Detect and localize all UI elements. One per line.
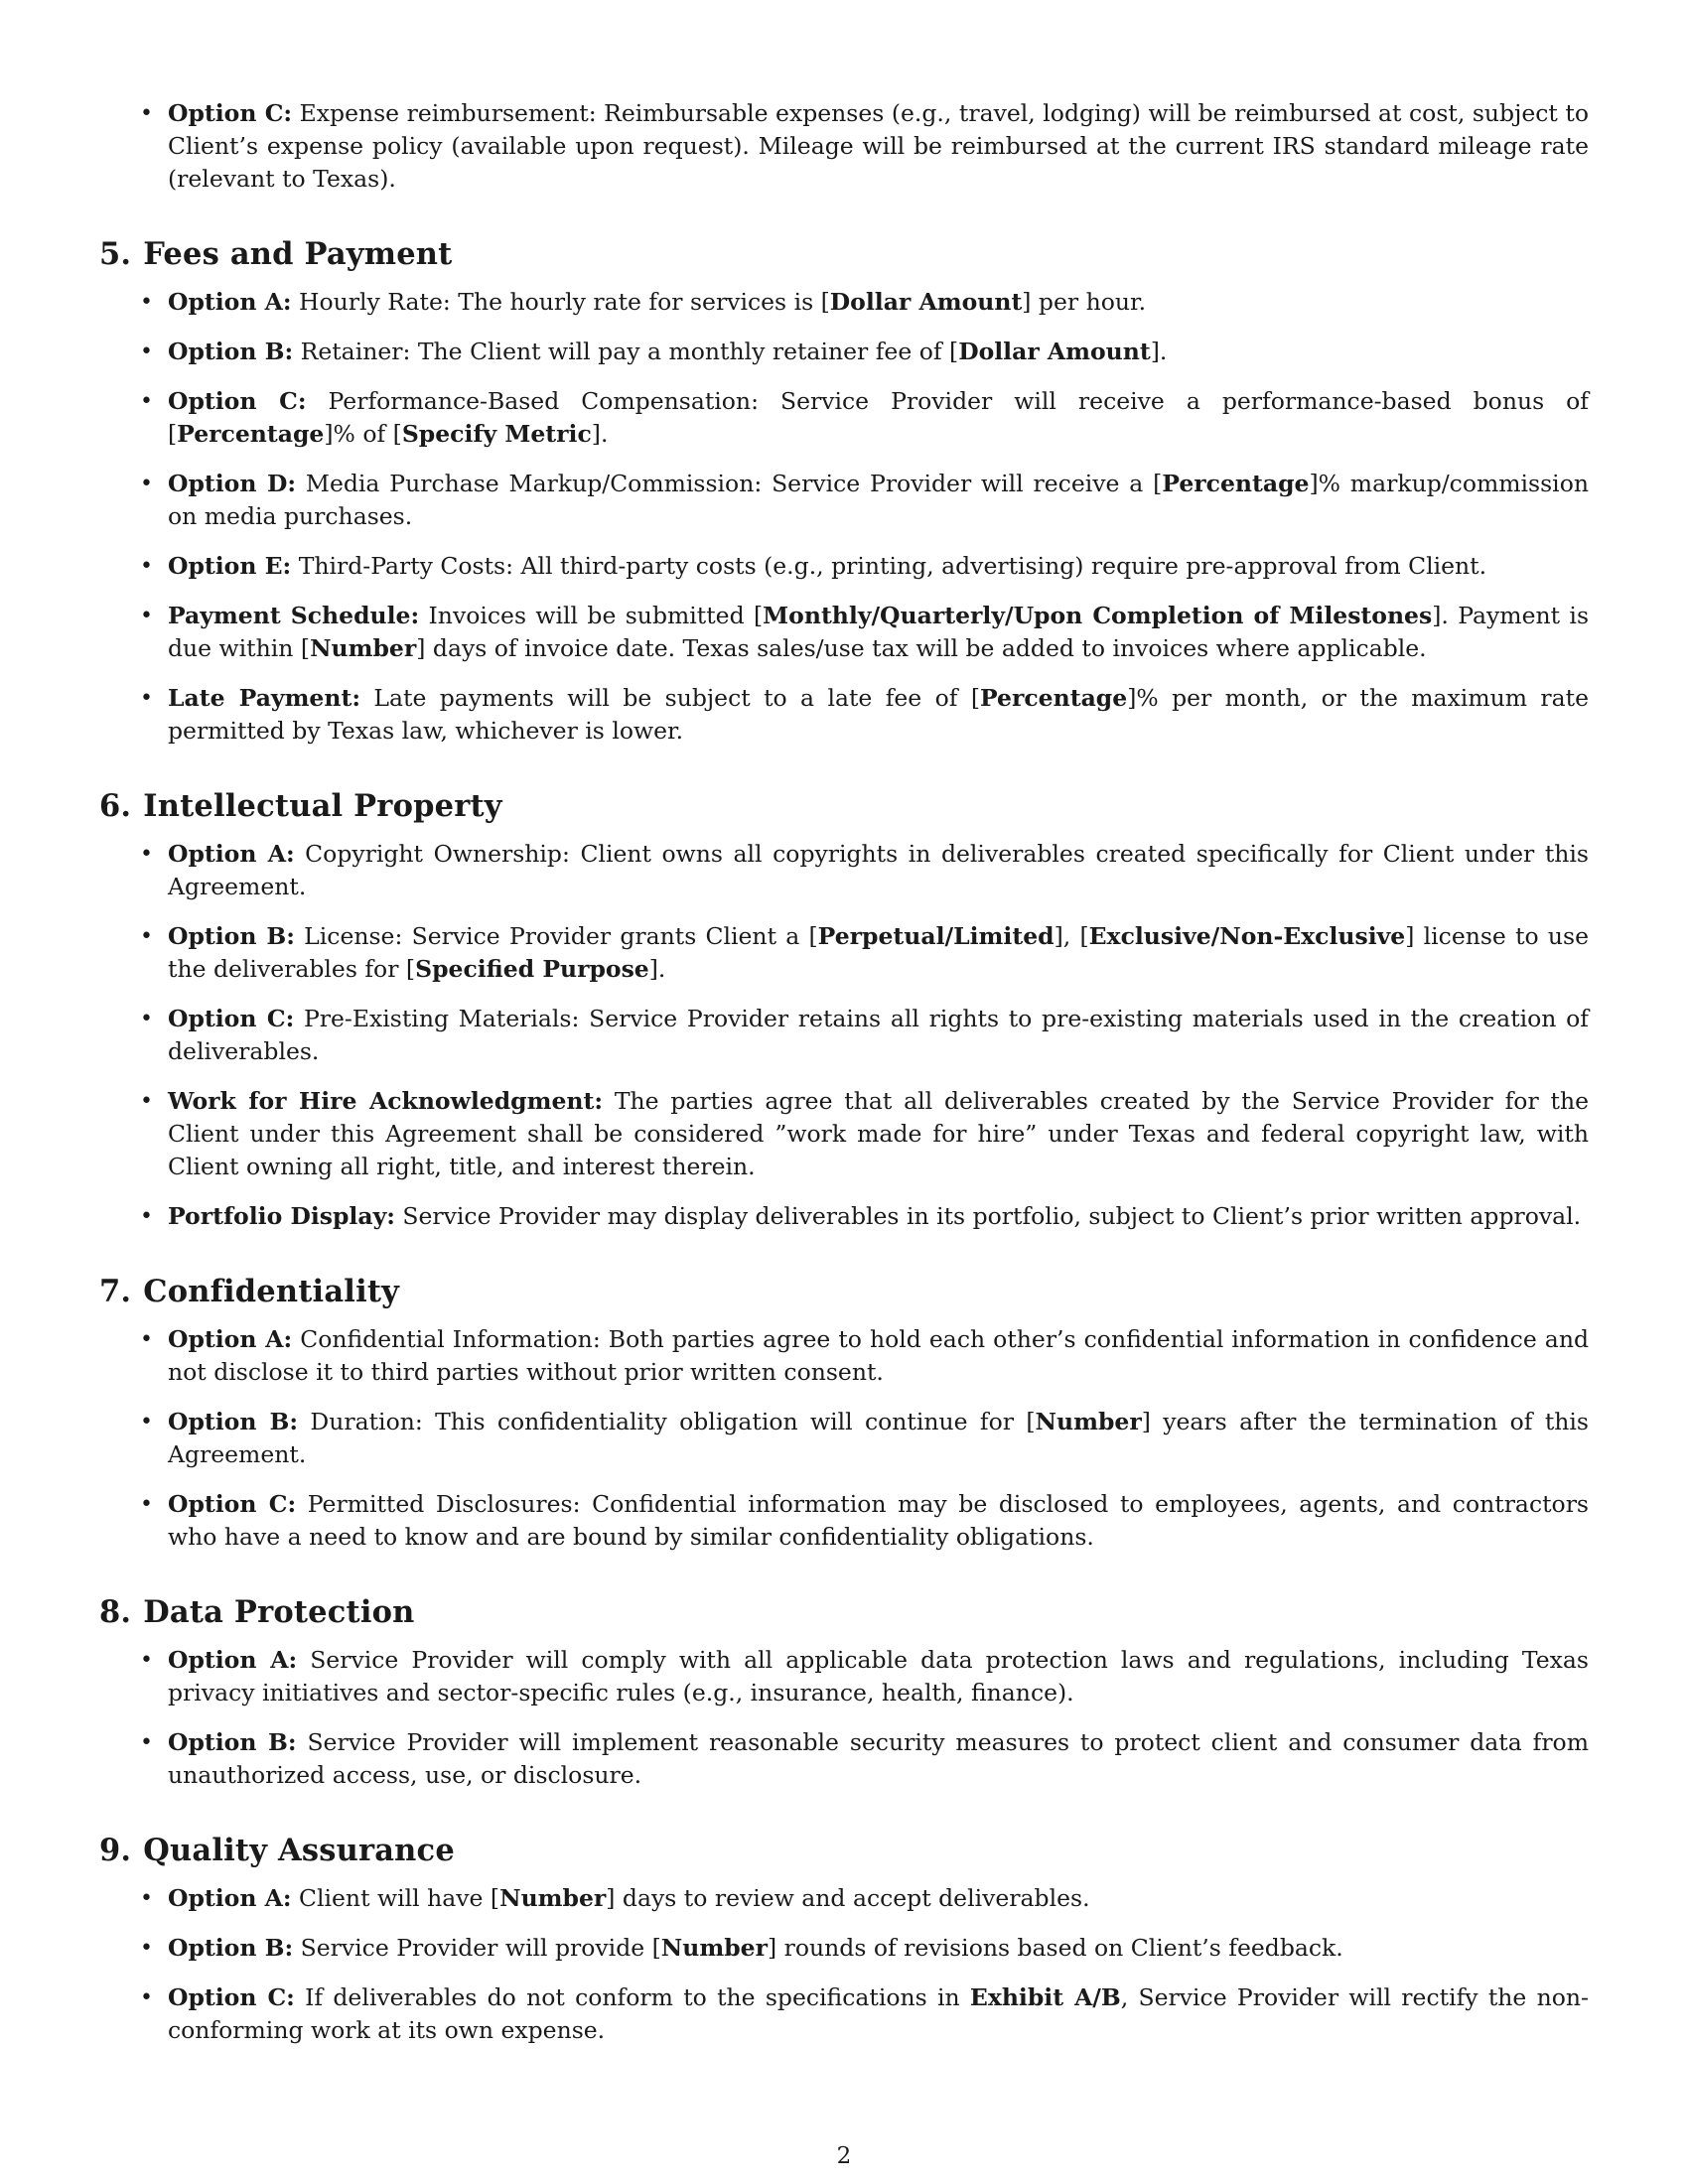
option-text: ] per hour. xyxy=(1022,288,1147,316)
option-text: ]. xyxy=(591,420,609,448)
section-title: Intellectual Property xyxy=(143,788,502,824)
option-text: Confidential Information: Both parties agree to hold each other’s confidential information in confidence and not disclose it to third parties without prior written consent. xyxy=(168,1325,1589,1386)
option-text: Permitted Disclosures: Confidential information may be disclosed to employees, agents, and contractors who have a need to know and are bound by similar confidentiality obligations. xyxy=(168,1490,1589,1551)
list-item xyxy=(99,1882,1589,1915)
list-item xyxy=(99,1406,1589,1471)
section-quality-assurance xyxy=(99,1831,1589,2047)
option-text: , Service Provider will rectify the non-conforming work at its own expense. xyxy=(168,1983,1589,2044)
option-text: ] days of invoice date. Texas sales/use tax will be added to invoices where applicable. xyxy=(416,634,1427,662)
option-label: Option B: xyxy=(168,1934,294,1962)
list-item xyxy=(99,385,1589,451)
option-text: License: Service Provider grants Client a [ xyxy=(294,922,818,950)
option-text: Duration: This confidentiality obligation will continue for [ xyxy=(298,1408,1036,1435)
option-text: ] days to review and accept deliverables. xyxy=(606,1884,1090,1912)
list-item xyxy=(99,1488,1589,1554)
section-number: 9. xyxy=(99,1833,132,1868)
option-label: Option C: xyxy=(168,1983,295,2011)
option-text: Service Provider will implement reasonable security measures to protect client and consumer data from unauthorized access, use, or disclosure. xyxy=(168,1728,1589,1789)
placeholder: Dollar Amount xyxy=(958,338,1151,365)
option-label: Portfolio Display: xyxy=(168,1202,395,1230)
option-label: Payment Schedule: xyxy=(168,602,420,629)
placeholder: Number xyxy=(1035,1408,1142,1435)
page-number: 2 xyxy=(836,2143,852,2169)
option-text: ]. xyxy=(1150,338,1168,365)
option-label: Option A: xyxy=(168,288,292,316)
option-text: If deliverables do not conform to the specifications in xyxy=(294,1983,970,2011)
option-label: Option C: xyxy=(168,387,307,415)
placeholder: Dollar Amount xyxy=(829,288,1023,316)
list-item xyxy=(99,286,1589,319)
option-label: Option B: xyxy=(168,338,294,365)
option-label: Option B: xyxy=(168,922,295,950)
list-item xyxy=(99,336,1589,368)
section-list xyxy=(99,838,1589,1233)
placeholder: Percentage xyxy=(980,684,1128,712)
option-text: Media Purchase Markup/Commission: Service Provider will receive a [ xyxy=(296,470,1163,497)
section-title: Quality Assurance xyxy=(143,1833,455,1868)
option-label: Option D: xyxy=(168,470,297,497)
option-text: ] years after the termination of this Agreement. xyxy=(168,1408,1589,1468)
option-text: The parties agree that all deliverables created by the Service Provider for the Client under this Agreement shall be considered ”work made for hire” under Texas and federal copyright law, with Client owning all right, title, and interest therein. xyxy=(168,1087,1589,1180)
option-text: Service Provider will comply with all applicable data protection laws and regulations, including Texas privacy initiatives and sector-specific rules (e.g., insurance, health, finance). xyxy=(168,1646,1589,1706)
document-page xyxy=(99,97,1589,2064)
section-number: 7. xyxy=(99,1274,132,1309)
list-item xyxy=(99,97,1589,196)
option-label: Option A: xyxy=(168,1884,292,1912)
section-number: 5. xyxy=(99,236,132,272)
placeholder: Number xyxy=(660,1934,768,1962)
option-text: ], [ xyxy=(1054,922,1089,950)
option-label: Option A: xyxy=(168,1325,293,1353)
section-list xyxy=(99,1644,1589,1792)
placeholder: Percentage xyxy=(177,420,325,448)
option-label: Option A: xyxy=(168,1646,298,1674)
option-text: Pre-Existing Materials: Service Provider retains all rights to pre-existing materials used in the creation of deliverables. xyxy=(168,1005,1590,1065)
option-text: ]. xyxy=(648,955,666,983)
section-fees-and-payment xyxy=(99,234,1589,748)
option-text: Late payments will be subject to a late fee of [ xyxy=(360,684,980,712)
option-text: Performance-Based Compensation: Service Provider will receive a performance-based bonus of [ xyxy=(168,387,1589,448)
section-heading xyxy=(99,1272,1589,1311)
option-text: Hourly Rate: The hourly rate for services is [ xyxy=(291,288,830,316)
section-heading xyxy=(99,786,1589,826)
placeholder: Number xyxy=(310,634,417,662)
section-title: Fees and Payment xyxy=(143,236,453,272)
section-list xyxy=(99,1882,1589,2047)
section-title: Confidentiality xyxy=(143,1274,400,1309)
section-number: 6. xyxy=(99,788,132,824)
section-confidentiality xyxy=(99,1272,1589,1554)
option-text: Third-Party Costs: All third-party costs (e.g., printing, advertising) require pre-approval from Client. xyxy=(291,552,1487,580)
placeholder: Number xyxy=(499,1884,607,1912)
list-item xyxy=(99,682,1589,748)
list-item xyxy=(99,1726,1589,1792)
placeholder: Perpetual/Limited xyxy=(817,922,1055,950)
list-item xyxy=(99,1003,1589,1068)
section-4-continued-list xyxy=(99,97,1589,196)
list-item xyxy=(99,838,1589,903)
list-item xyxy=(99,1981,1589,2047)
list-item xyxy=(99,1200,1589,1233)
option-label: Option B: xyxy=(168,1728,297,1756)
option-text: Client will have [ xyxy=(291,1884,500,1912)
placeholder: Exhibit A/B xyxy=(969,1983,1121,2011)
list-item xyxy=(99,550,1589,583)
section-title: Data Protection xyxy=(143,1594,415,1630)
option-text: ] license to use the deliverables for [ xyxy=(168,922,1590,983)
list-item xyxy=(99,468,1589,533)
section-data-protection xyxy=(99,1592,1589,1792)
option-label: Late Payment: xyxy=(168,684,361,712)
option-text: ] rounds of revisions based on Client’s feedback. xyxy=(768,1934,1343,1962)
option-text: Expense reimbursement: Reimbursable expenses (e.g., travel, lodging) will be reimbursed at cost, subject to Client’s expense policy (available upon request). Mileage will be reimbursed at the current IRS standard mileage rate (relevant to Texas). xyxy=(168,99,1589,193)
option-label: Option A: xyxy=(168,840,295,868)
section-heading xyxy=(99,1831,1589,1870)
placeholder: Specified Purpose xyxy=(415,955,649,983)
list-item xyxy=(99,600,1589,665)
placeholder: Specify Metric xyxy=(401,420,592,448)
section-number: 8. xyxy=(99,1594,132,1630)
section-heading xyxy=(99,234,1589,274)
list-item xyxy=(99,920,1589,986)
section-list xyxy=(99,286,1589,748)
placeholder: Monthly/Quarterly/Upon Completion of Milestones xyxy=(763,602,1433,629)
option-label: Option C: xyxy=(168,99,293,127)
placeholder: Percentage xyxy=(1162,470,1310,497)
list-item xyxy=(99,1323,1589,1389)
option-label: Option C: xyxy=(168,1490,297,1518)
option-text: Service Provider may display deliverables in its portfolio, subject to Client’s prior written approval. xyxy=(394,1202,1582,1230)
option-text: Service Provider will provide [ xyxy=(293,1934,661,1962)
list-item xyxy=(99,1644,1589,1709)
list-item xyxy=(99,1085,1589,1183)
option-text: ]% markup/commission on media purchases. xyxy=(168,470,1589,530)
placeholder: Exclusive/Non-Exclusive xyxy=(1088,922,1406,950)
option-label: Option B: xyxy=(168,1408,299,1435)
option-text: ]% per month, or the maximum rate permitted by Texas law, whichever is lower. xyxy=(168,684,1590,745)
option-text: ]% of [ xyxy=(324,420,402,448)
list-item xyxy=(99,1932,1589,1965)
option-text: Invoices will be submitted [ xyxy=(419,602,764,629)
option-text: Retainer: The Client will pay a monthly retainer fee of [ xyxy=(293,338,959,365)
option-text: ]. Payment is due within [ xyxy=(168,602,1590,662)
option-text: Copyright Ownership: Client owns all copyrights in deliverables created specifically for Client under this Agreement. xyxy=(168,840,1589,900)
section-heading xyxy=(99,1592,1589,1632)
option-label: Option E: xyxy=(168,552,292,580)
option-label: Work for Hire Acknowledgment: xyxy=(168,1087,604,1115)
section-list xyxy=(99,1323,1589,1554)
section-intellectual-property xyxy=(99,786,1589,1233)
option-label: Option C: xyxy=(168,1005,295,1032)
